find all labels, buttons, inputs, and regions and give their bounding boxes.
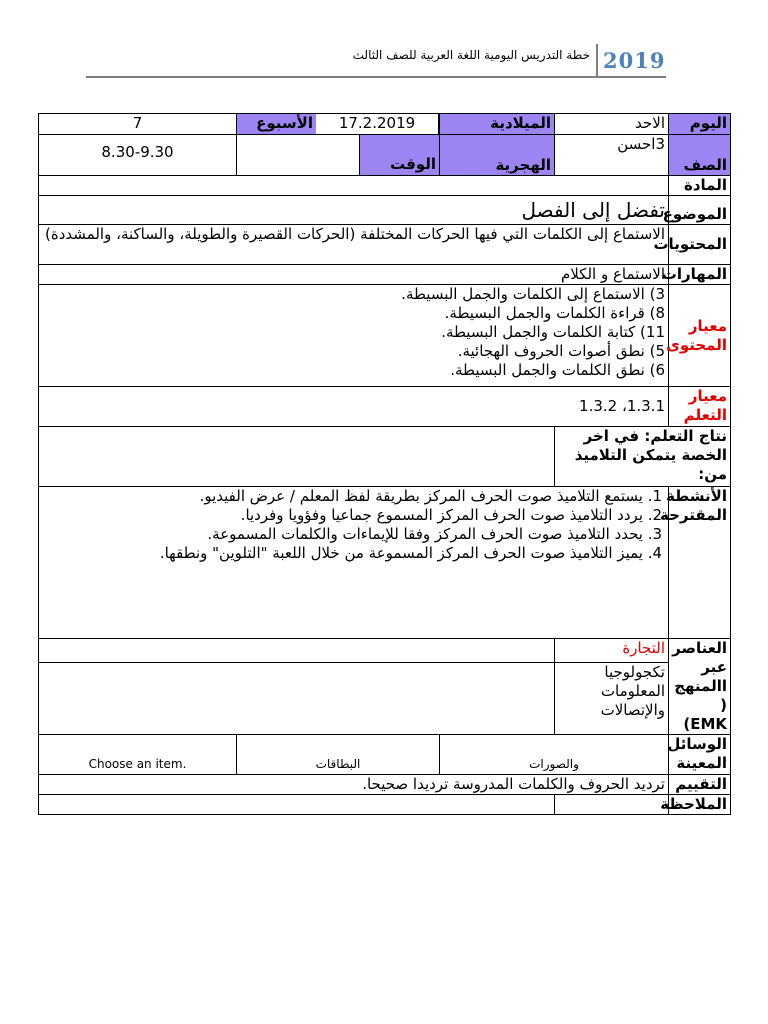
subject-label: المادة [669,176,731,196]
skills-label: المهارات [669,265,731,285]
content-standard-item: 3) الاستماع إلى الكلمات والجمل البسيطة. [401,285,665,303]
lesson-plan-table [38,113,731,815]
activities-label: الأنشطة المقترحة [669,487,731,639]
contents-label: المحتويات [669,225,731,265]
gregorian-label: الميلادية [440,114,555,135]
learning-standard-label: معيار التعلم [669,387,731,427]
header-divider [596,44,598,78]
emk-empty-1 [39,639,555,663]
activity-item: 1. يستمع التلاميذ صوت الحرف المركز بطريقة لفظ المعلم / عرض الفيديو. [42,487,643,506]
activity-item: 2. يردد التلاميذ صوت الحرف المركز المسموع جماعيا وفؤويا وفرديا. [42,506,643,525]
emk-label: العناصر عبر االمنهج ( EMK) [669,639,731,735]
content-standard-item: 6) نطق الكلمات والجمل البسيطة. [450,361,665,379]
outcomes-value [39,427,555,487]
activity-item: 3. يحدد التلاميذ صوت الحرف المركز وفقا للإيماءات والكلمات المسموعة. [42,525,643,544]
aids-pictures: والصورات [440,735,669,775]
class-value: 3احسن [555,135,669,176]
notes-empty [39,795,555,815]
aids-cards: البطاقات [237,735,440,775]
week-value: 7 [39,114,237,135]
header-year: 2019 [603,48,666,73]
day-label: اليوم [669,114,731,135]
subject-value [39,176,669,196]
content-standard-item: 5) نطق أصوات الحروف الهجائية. [457,342,665,360]
time-label: الوقت [360,135,439,175]
topic-label: الموضوع [669,196,731,225]
topic-value: تفضل إلى الفصل [39,196,669,225]
contents-value: الاستماع إلى الكلمات التي فيها الحركات المختلفة (الحركات القصيرة والطويلة، والساكنة، والمشددة) [39,225,669,265]
class-label: الصف [669,135,731,176]
content-standard-item: 8) قراءة الكلمات والجمل البسيطة. [444,304,665,322]
activities-list [39,487,669,639]
emk-value-2: تكجولوجيا المعلومات والإتصالات [555,663,669,735]
assessment-value: ترديد الحروف والكلمات المدروسة ترديدا صحيحا. [39,775,669,795]
aids-select[interactable]: Choose an item. [39,735,237,775]
skills-value: الاستماع و الكلام [39,265,669,285]
content-standard-label: معيار المحتوى [669,285,731,387]
hijri-label: الهجرية [440,135,555,176]
day-value: الاحد [555,114,669,135]
assessment-label: التقييم [669,775,731,795]
time-value: 8.30-9.30 [39,135,237,176]
date-value: 17.2.2019 [316,114,439,134]
header-rule [86,76,666,78]
aids-label: الوسائل المعينة [669,735,731,775]
header-title: خطة التدريس اليومية اللغة العربية للصف الثالث [352,48,590,62]
emk-value-1: التجارة [555,639,669,663]
learning-standard-value: 1.3.1، 1.3.2 [39,387,669,427]
activity-item: 4. يميز التلاميذ صوت الحرف المركز المسموعة من خلال اللعبة "التلوين" ونطقها. [42,544,643,563]
content-standard-list [39,285,669,387]
notes-label: الملاحظة [669,795,731,815]
hijri-value [237,135,360,175]
emk-empty-2 [39,663,555,735]
outcomes-label: نتاج التعلم: في اخر الخصة يتمكن التلاميذ من: [555,427,731,487]
week-label: الأسبوع [237,114,316,134]
content-standard-item: 11) كتابة الكلمات والجمل البسيطة. [441,323,665,341]
notes-value [555,795,669,815]
